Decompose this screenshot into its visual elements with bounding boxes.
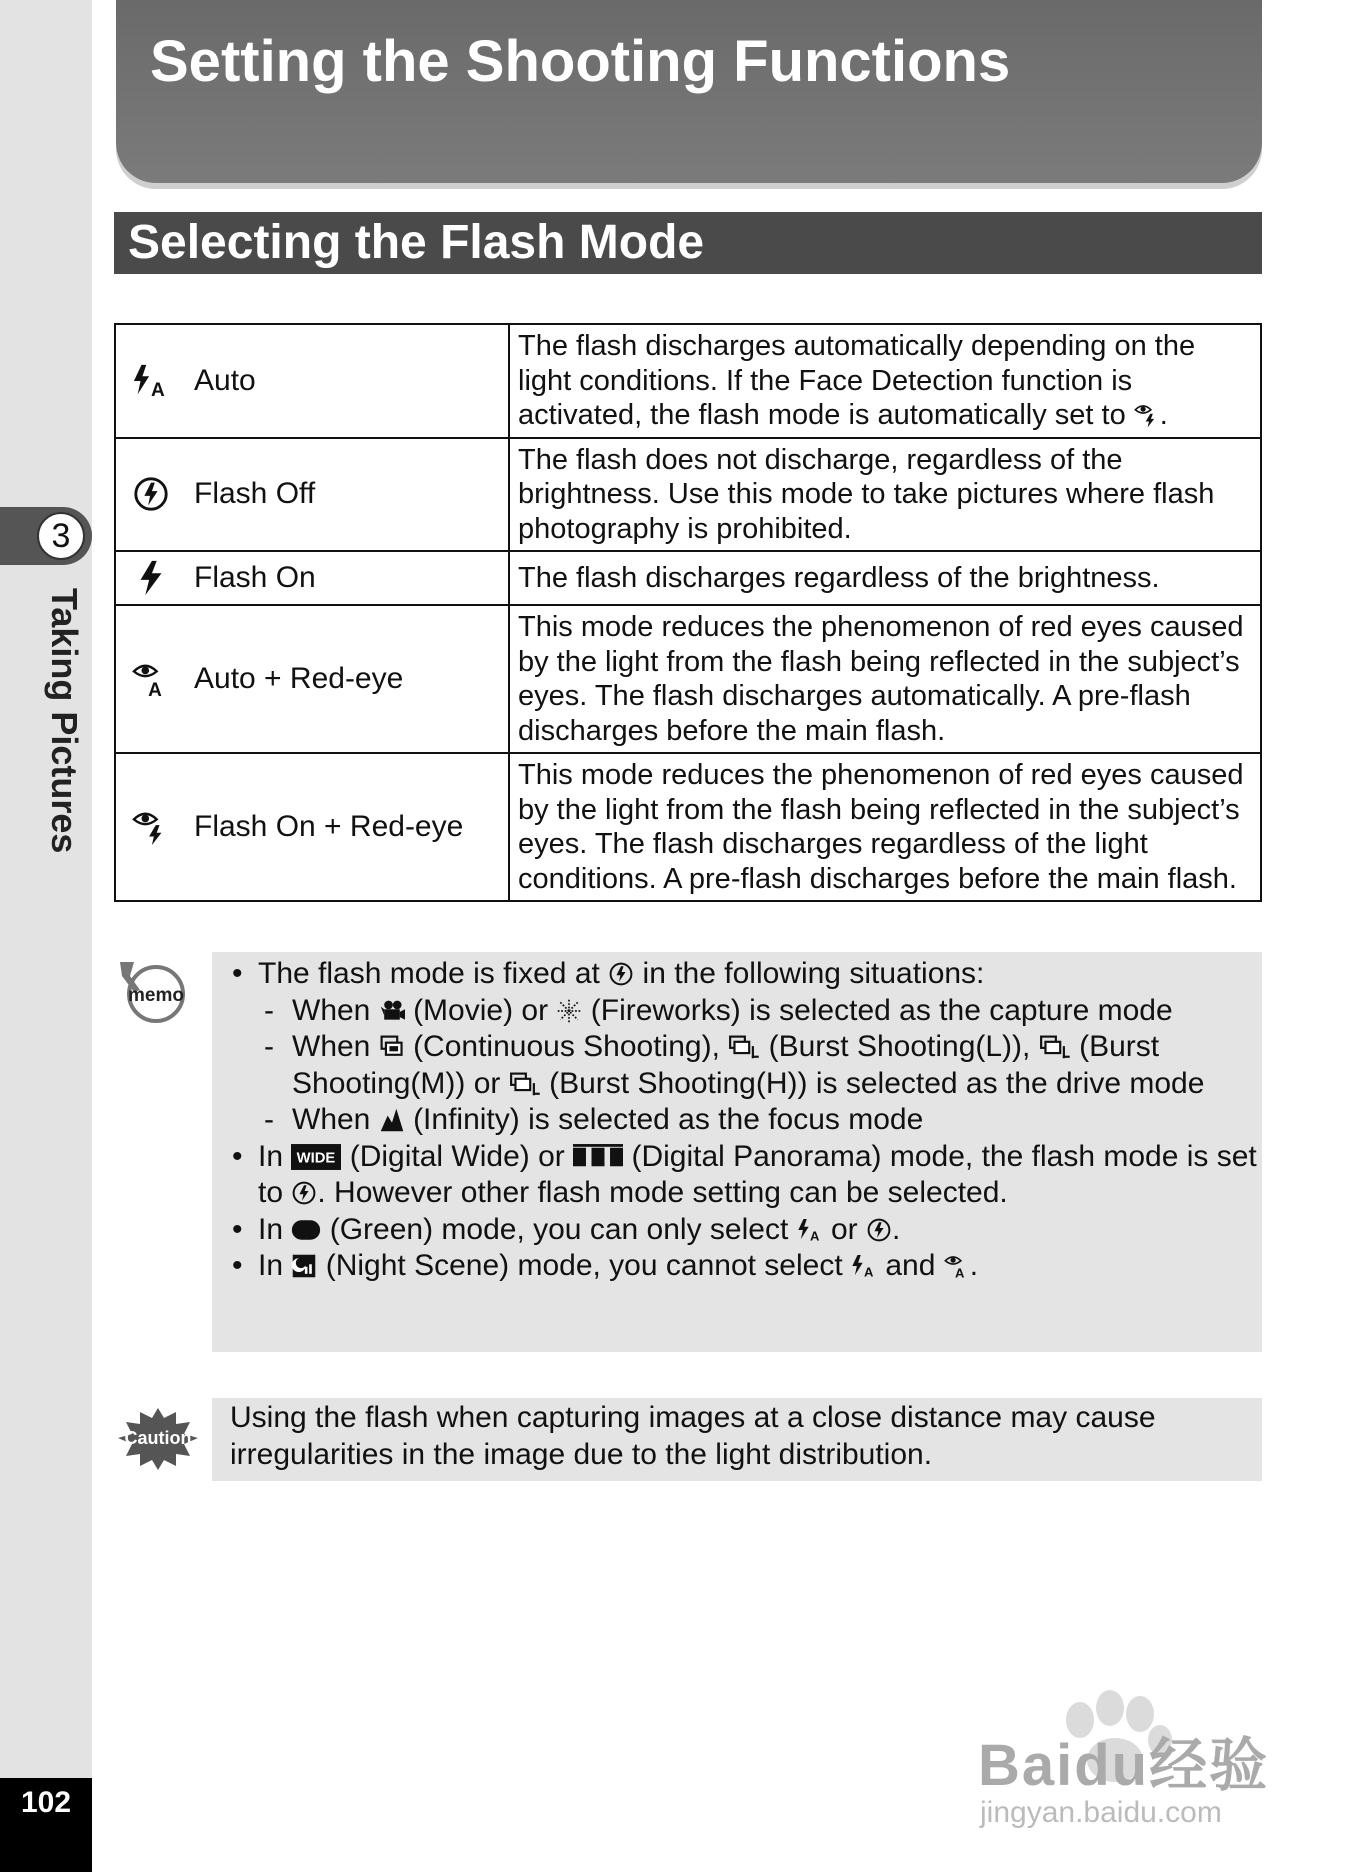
mode-description: This mode reduces the phenomenon of red eyes caused by the light from the flash being reflected in the subject’s eyes. The flash discharges automatically. A pre-flash discharges before the main flash.	[509, 605, 1261, 753]
mode-description: The flash discharges automatically depending on the light conditions. If the Face Detection function is activated, the flash mode is automatically set to .	[509, 324, 1261, 438]
burst-shooting-m-icon	[1039, 1034, 1071, 1060]
mode-label: Auto	[194, 363, 256, 397]
mode-description: The flash does not discharge, regardless of the brightness. Use this mode to take pictures where flash photography is prohibited.	[509, 438, 1261, 552]
list-item: - When (Continuous Shooting), (Burst Shooting(L)), (Burst Shooting(M)) or (Burst Shooting(H)) is selected as the drive mode	[228, 1029, 1258, 1102]
flash-auto-icon	[797, 1217, 823, 1243]
caution-icon	[116, 1406, 200, 1470]
memo-icon	[116, 960, 192, 1024]
flash-on-icon	[132, 559, 170, 597]
mode-cell	[115, 324, 509, 438]
mode-cell	[115, 605, 509, 753]
flash-off-icon	[608, 961, 634, 987]
list-item: - When (Movie) or (Fireworks) is selected as the capture mode	[228, 993, 1258, 1030]
page-title: Setting the Shooting Functions	[150, 29, 1011, 94]
night-scene-icon	[291, 1253, 317, 1279]
mode-cell	[115, 551, 509, 605]
table-row	[115, 753, 1261, 901]
mode-cell	[115, 753, 509, 901]
flash-on-red-eye-icon	[1134, 402, 1160, 428]
burst-shooting-l-icon	[728, 1034, 760, 1060]
caution-text: Using the flash when capturing images at a close distance may cause irregularities in the image due to the light distribution.	[230, 1401, 1156, 1471]
mode-description: This mode reduces the phenomenon of red eyes caused by the light from the flash being reflected in the subject’s eyes. The flash discharges regardless of the light conditions. A pre-flash discharges before the main flash.	[509, 753, 1261, 901]
fireworks-icon	[556, 998, 582, 1024]
section-title: Selecting the Flash Mode	[128, 216, 705, 269]
list-item: • In (Digital Wide) or (Digital Panorama) mode, the flash mode is set to . However other flash mode setting can be selected.	[228, 1139, 1258, 1212]
table-row	[115, 438, 1261, 552]
svg-text:memo: memo	[128, 985, 184, 1006]
list-item: • In (Green) mode, you can only select or .	[228, 1212, 1258, 1249]
auto-red-eye-icon	[944, 1253, 970, 1279]
flash-off-icon	[866, 1217, 892, 1243]
list-item: • In (Night Scene) mode, you cannot select and .	[228, 1248, 1258, 1285]
table-row	[115, 551, 1261, 605]
mode-cell	[115, 438, 509, 552]
burst-shooting-h-icon	[509, 1071, 541, 1097]
list-item: • The flash mode is fixed at in the following situations:	[228, 956, 1258, 993]
mode-label: Flash On	[194, 561, 316, 594]
digital-panorama-icon	[573, 1144, 623, 1170]
infinity-focus-icon	[379, 1107, 405, 1133]
list-item: - When (Infinity) is selected as the focus mode	[228, 1102, 1258, 1139]
movie-icon	[379, 998, 405, 1024]
chapter-number: 3	[37, 512, 85, 560]
mode-description: The flash discharges regardless of the brightness.	[509, 551, 1261, 605]
flash-off-icon	[291, 1180, 317, 1206]
watermark-url: jingyan.baidu.com	[980, 1796, 1222, 1829]
flash-off-icon	[132, 475, 170, 513]
watermark-brand: Baidu经验	[978, 1733, 1270, 1798]
mode-label: Flash Off	[194, 477, 316, 511]
digital-wide-icon	[291, 1144, 341, 1170]
memo-list	[228, 956, 1258, 1285]
svg-text:Caution: Caution	[124, 1428, 192, 1448]
table-row	[115, 605, 1261, 753]
page-number: 102	[20, 1786, 72, 1819]
mode-label: Auto + Red-eye	[194, 662, 404, 695]
flash-on-red-eye-icon	[132, 808, 170, 846]
continuous-shooting-icon	[379, 1034, 405, 1060]
mode-label: Flash On + Red-eye	[194, 810, 464, 843]
flash-mode-table	[114, 323, 1262, 902]
chapter-sidebar	[0, 0, 92, 1872]
flash-auto-icon	[132, 362, 170, 400]
flash-auto-icon	[851, 1253, 877, 1279]
table-row	[115, 324, 1261, 438]
chapter-title: Taking Pictures	[44, 588, 85, 854]
green-mode-icon	[291, 1217, 321, 1243]
auto-red-eye-icon	[132, 660, 170, 698]
